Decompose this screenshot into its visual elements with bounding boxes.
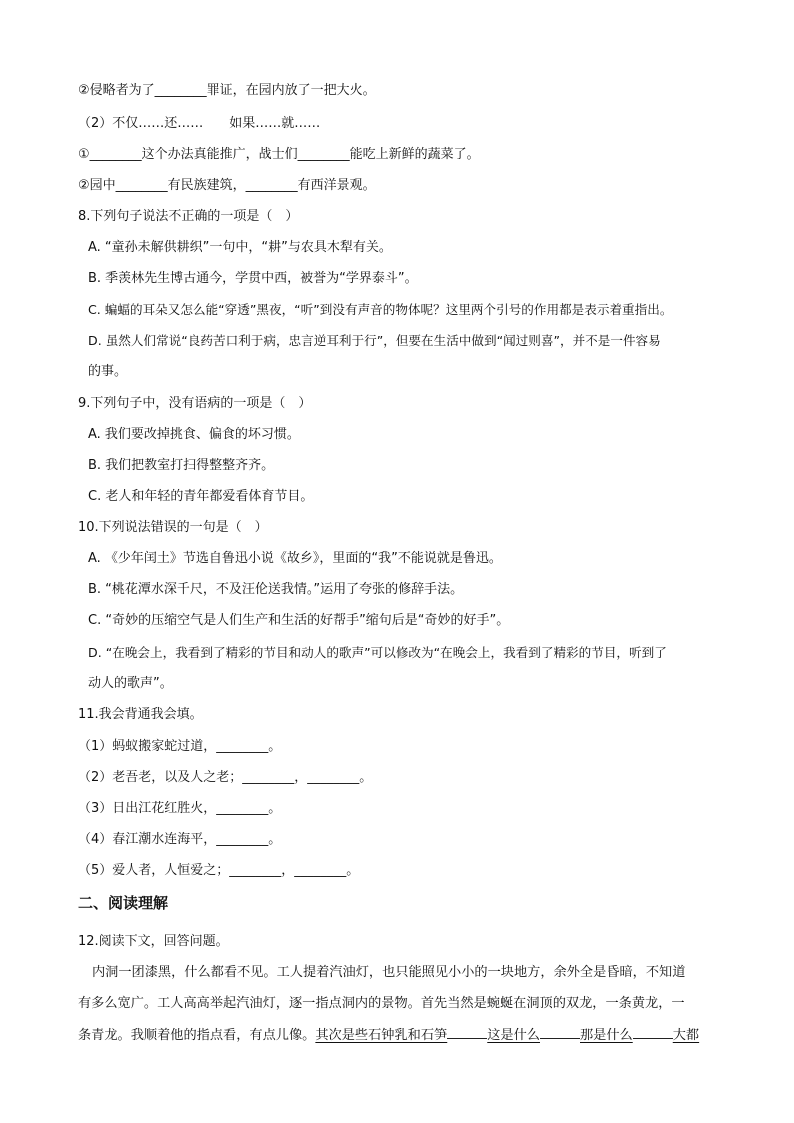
option-a: A. “童孙未解供耕织”一句中，“耕”与农具木犁有关。 (88, 240, 392, 255)
fill-blank-line: （3）日出江花红胜火，________。 (78, 801, 282, 816)
underlined-blank (447, 1026, 487, 1039)
passage-text: 条青龙。我顺着他的指点看，有点儿像。 (78, 1028, 316, 1043)
question-line: ②侵略者为了________罪证，在园内放了一把大火。 (78, 83, 376, 98)
option-a: A. 《少年闰土》节选自鲁迅小说《故乡》，里面的“我”不能说就是鲁迅。 (88, 551, 502, 566)
question-title: 10.下列说法错误的一句是（ ） (78, 520, 268, 535)
option-b: B. 我们把教室打扫得整整齐齐。 (88, 458, 275, 473)
passage-line: 有多么宽广。工人高高举起汽油灯，逐一指点洞内的景物。首先当然是蜿蜒在洞顶的双龙，一条黄龙，一 (78, 996, 685, 1011)
passage-line (78, 1026, 699, 1045)
option-c: C. 蝙蝠的耳朵又怎么能“穿透”黑夜，“听”到没有声音的物体呢？这里两个引号的作用都是表示着重指出。 (88, 302, 673, 317)
question-subheading: （2）不仅……还…… 如果……就…… (78, 116, 321, 131)
option-c: C. 老人和年轻的青年都爱看体育节目。 (88, 489, 314, 504)
section-heading: 二、阅读理解 (78, 894, 169, 912)
fill-blank-line: （1）蚂蚁搬家蛇过道，________。 (78, 739, 282, 754)
option-a: A. 我们要改掉挑食、偏食的坏习惯。 (88, 427, 300, 442)
passage-line: 内洞一团漆黑，什么都看不见。工人提着汽油灯，也只能照见小小的一块地方，余外全是昏暗，不知道 (92, 965, 686, 980)
underlined-blank (540, 1026, 580, 1039)
underlined-text: 其次是些石钟乳和石笋 (315, 1028, 448, 1043)
underlined-blank (633, 1026, 673, 1039)
question-title: 9.下列句子中，没有语病的一项是（ ） (78, 396, 312, 411)
underlined-text: 那是什么 (580, 1028, 633, 1043)
option-c: C. “奇妙的压缩空气是人们生产和生活的好帮手”缩句后是“奇妙的好手”。 (88, 613, 510, 628)
option-d-continued: 的事。 (88, 364, 128, 379)
underlined-text: 大都 (672, 1028, 700, 1043)
fill-blank-line: （2）老吾老，以及人之老；________，________。 (78, 770, 373, 785)
question-title: 8.下列句子说法不正确的一项是（ ） (78, 209, 299, 224)
fill-blank-line: （4）春江潮水连海平，________。 (78, 832, 282, 847)
underlined-text: 这是什么 (487, 1028, 540, 1043)
option-d-continued: 动人的歌声”。 (88, 676, 173, 691)
option-d: D. 虽然人们常说“良药苦口利于病，忠言逆耳利于行”，但要在生活中做到“闻过则喜”，并不是一件容易 (88, 333, 661, 348)
fill-blank-line: （5）爱人者，人恒爱之；________，________。 (78, 863, 360, 878)
option-d: D. “在晚会上，我看到了精彩的节目和动人的歌声”可以修改为“在晚会上，我看到了精彩的节目，听到了 (88, 645, 667, 660)
question-line: ②园中________有民族建筑，________有西洋景观。 (78, 178, 376, 193)
question-title: 12.阅读下文，回答问题。 (78, 934, 229, 949)
question-title: 11.我会背通我会填。 (78, 707, 203, 722)
option-b: B. “桃花潭水深千尺，不及汪伦送我情。”运用了夸张的修辞手法。 (88, 582, 464, 597)
question-line: ①________这个办法真能推广，战士们________能吃上新鲜的蔬菜了。 (78, 147, 480, 162)
option-b: B. 季羡林先生博古通今，学贯中西，被誉为“学界泰斗”。 (88, 271, 418, 286)
